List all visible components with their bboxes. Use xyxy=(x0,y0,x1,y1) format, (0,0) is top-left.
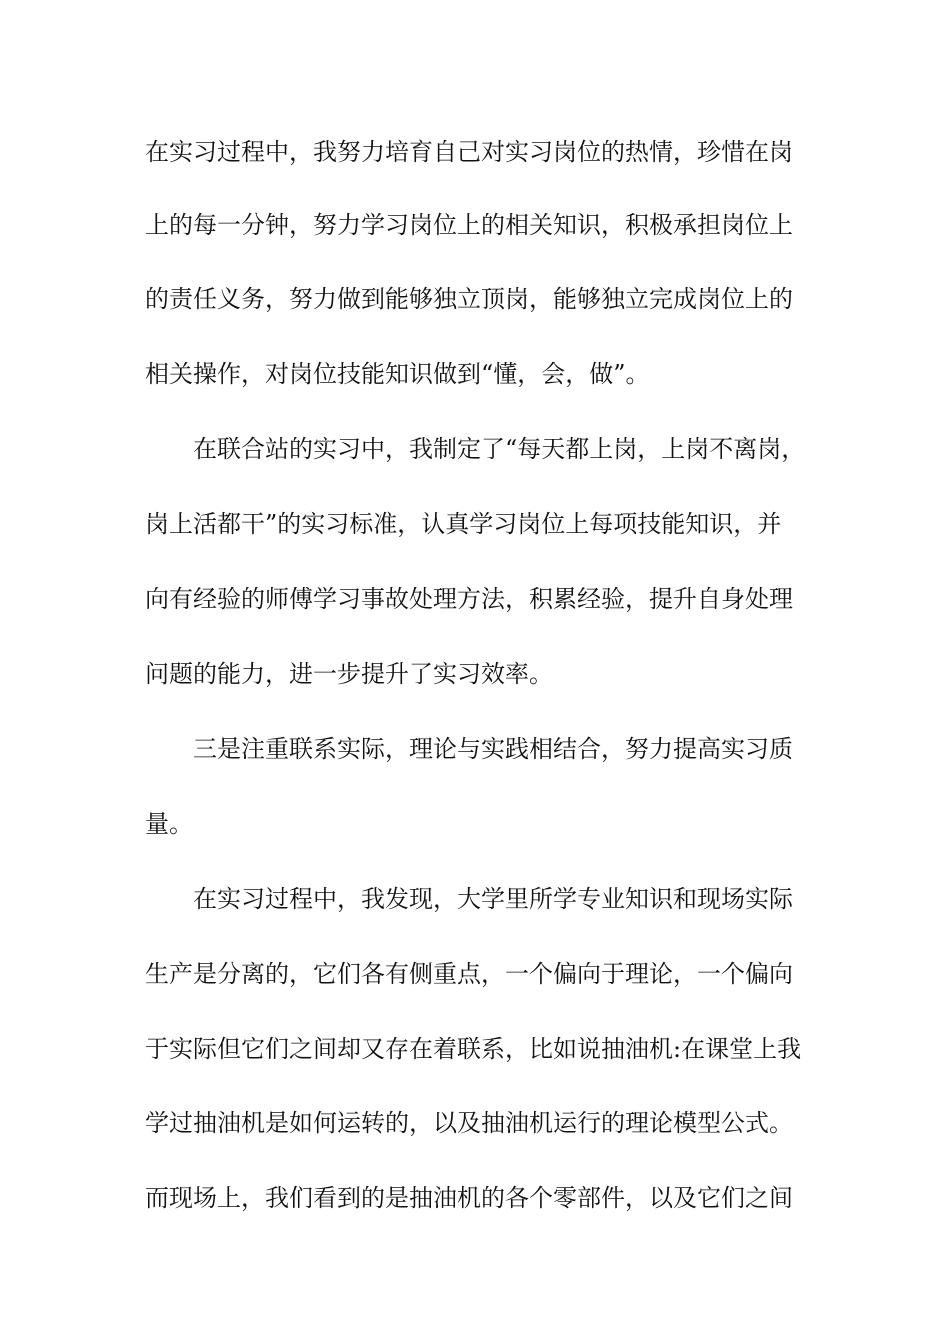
text-line-paragraph-start: 三是注重联系实际，理论与实践相结合，努力提高实习质 xyxy=(193,735,793,763)
text-line: 而现场上，我们看到的是抽油机的各个零部件，以及它们之间 xyxy=(145,1184,793,1212)
text-line: 相关操作，对岗位技能知识做到“懂，会，做”。 xyxy=(145,360,650,388)
text-line-paragraph-start: 在实习过程中，我发现，大学里所学专业知识和现场实际 xyxy=(193,885,793,913)
text-line: 向有经验的师傅学习事故处理方法，积累经验，提升自身处理 xyxy=(145,585,793,613)
text-line-paragraph-start: 在联合站的实习中，我制定了“每天都上岗，上岗不离岗， xyxy=(193,435,806,463)
text-line: 学过抽油机是如何运转的，以及抽油机运行的理论模型公式。 xyxy=(145,1109,793,1137)
text-line: 在实习过程中，我努力培育自己对实习岗位的热情，珍惜在岗 xyxy=(145,138,793,166)
text-line: 岗上活都干”的实习标准，认真学习岗位上每项技能知识，并 xyxy=(145,510,782,538)
text-line: 的责任义务，努力做到能够独立顶岗，能够独立完成岗位上的 xyxy=(145,285,793,313)
text-line: 量。 xyxy=(145,810,193,838)
text-line: 上的每一分钟，努力学习岗位上的相关知识，积极承担岗位上 xyxy=(145,211,793,239)
text-line: 生产是分离的，它们各有侧重点，一个偏向于理论，一个偏向 xyxy=(145,960,793,988)
text-line: 问题的能力，进一步提升了实习效率。 xyxy=(145,660,553,688)
text-line: 于实际但它们之间却又存在着联系，比如说抽油机:在课堂上我 xyxy=(145,1035,802,1063)
